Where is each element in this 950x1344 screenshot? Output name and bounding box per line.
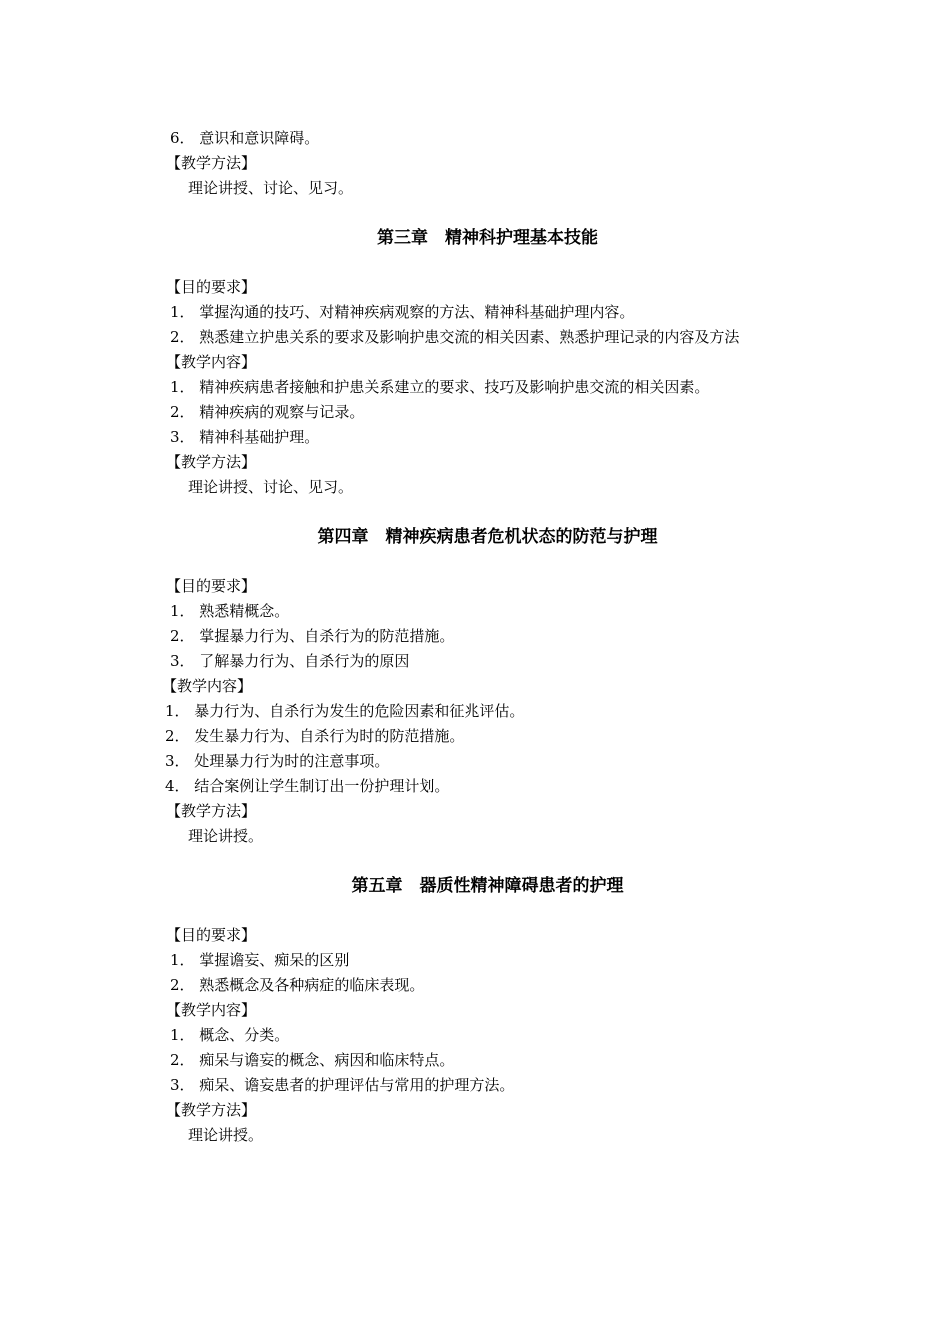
list-item: 3． 痴呆、谵妄患者的护理评估与常用的护理方法。 <box>170 1076 515 1094</box>
list-item: 3． 了解暴力行为、自杀行为的原因 <box>170 652 410 670</box>
list-item: 1． 熟悉精概念。 <box>170 602 290 620</box>
method-text: 理论讲授。 <box>188 1126 264 1144</box>
method-text: 理论讲授、讨论、见习。 <box>188 179 354 197</box>
section-label: 【目的要求】 <box>166 278 257 296</box>
section-label: 【教学方法】 <box>166 1101 257 1119</box>
list-item: 2． 掌握暴力行为、自杀行为的防范措施。 <box>170 627 455 645</box>
list-item: 2． 痴呆与谵妄的概念、病因和临床特点。 <box>170 1051 455 1069</box>
section-label: 【教学内容】 <box>166 353 257 371</box>
section-label: 【目的要求】 <box>166 577 257 595</box>
section-label: 【教学内容】 <box>166 1001 257 1019</box>
list-item: 3． 处理暴力行为时的注意事项。 <box>165 752 390 770</box>
section-label: 【教学方法】 <box>166 453 257 471</box>
list-item: 6． 意识和意识障碍。 <box>170 129 320 147</box>
section-label: 【教学内容】 <box>162 677 253 695</box>
list-item: 3． 精神科基础护理。 <box>170 428 320 446</box>
chapter-title: 第五章 器质性精神障碍患者的护理 <box>351 876 624 896</box>
list-item: 1． 暴力行为、自杀行为发生的危险因素和征兆评估。 <box>165 702 525 720</box>
list-item: 4． 结合案例让学生制订出一份护理计划。 <box>165 777 450 795</box>
chapter-title: 第三章 精神科护理基本技能 <box>377 228 598 248</box>
list-item: 2． 发生暴力行为、自杀行为时的防范措施。 <box>165 727 465 745</box>
section-label: 【教学方法】 <box>166 802 257 820</box>
list-item: 2． 熟悉建立护患关系的要求及影响护患交流的相关因素、熟悉护理记录的内容及方法 <box>170 328 740 346</box>
method-text: 理论讲授、讨论、见习。 <box>188 478 354 496</box>
chapter-title: 第四章 精神疾病患者危机状态的防范与护理 <box>317 527 658 547</box>
method-text: 理论讲授。 <box>188 827 264 845</box>
section-label: 【教学方法】 <box>166 154 257 172</box>
section-label: 【目的要求】 <box>166 926 257 944</box>
list-item: 1． 精神疾病患者接触和护患关系建立的要求、技巧及影响护患交流的相关因素。 <box>170 378 710 396</box>
list-item: 1． 掌握谵妄、痴呆的区别 <box>170 951 350 969</box>
list-item: 1． 概念、分类。 <box>170 1026 290 1044</box>
list-item: 1． 掌握沟通的技巧、对精神疾病观察的方法、精神科基础护理内容。 <box>170 303 635 321</box>
list-item: 2． 熟悉概念及各种病症的临床表现。 <box>170 976 425 994</box>
list-item: 2． 精神疾病的观察与记录。 <box>170 403 365 421</box>
